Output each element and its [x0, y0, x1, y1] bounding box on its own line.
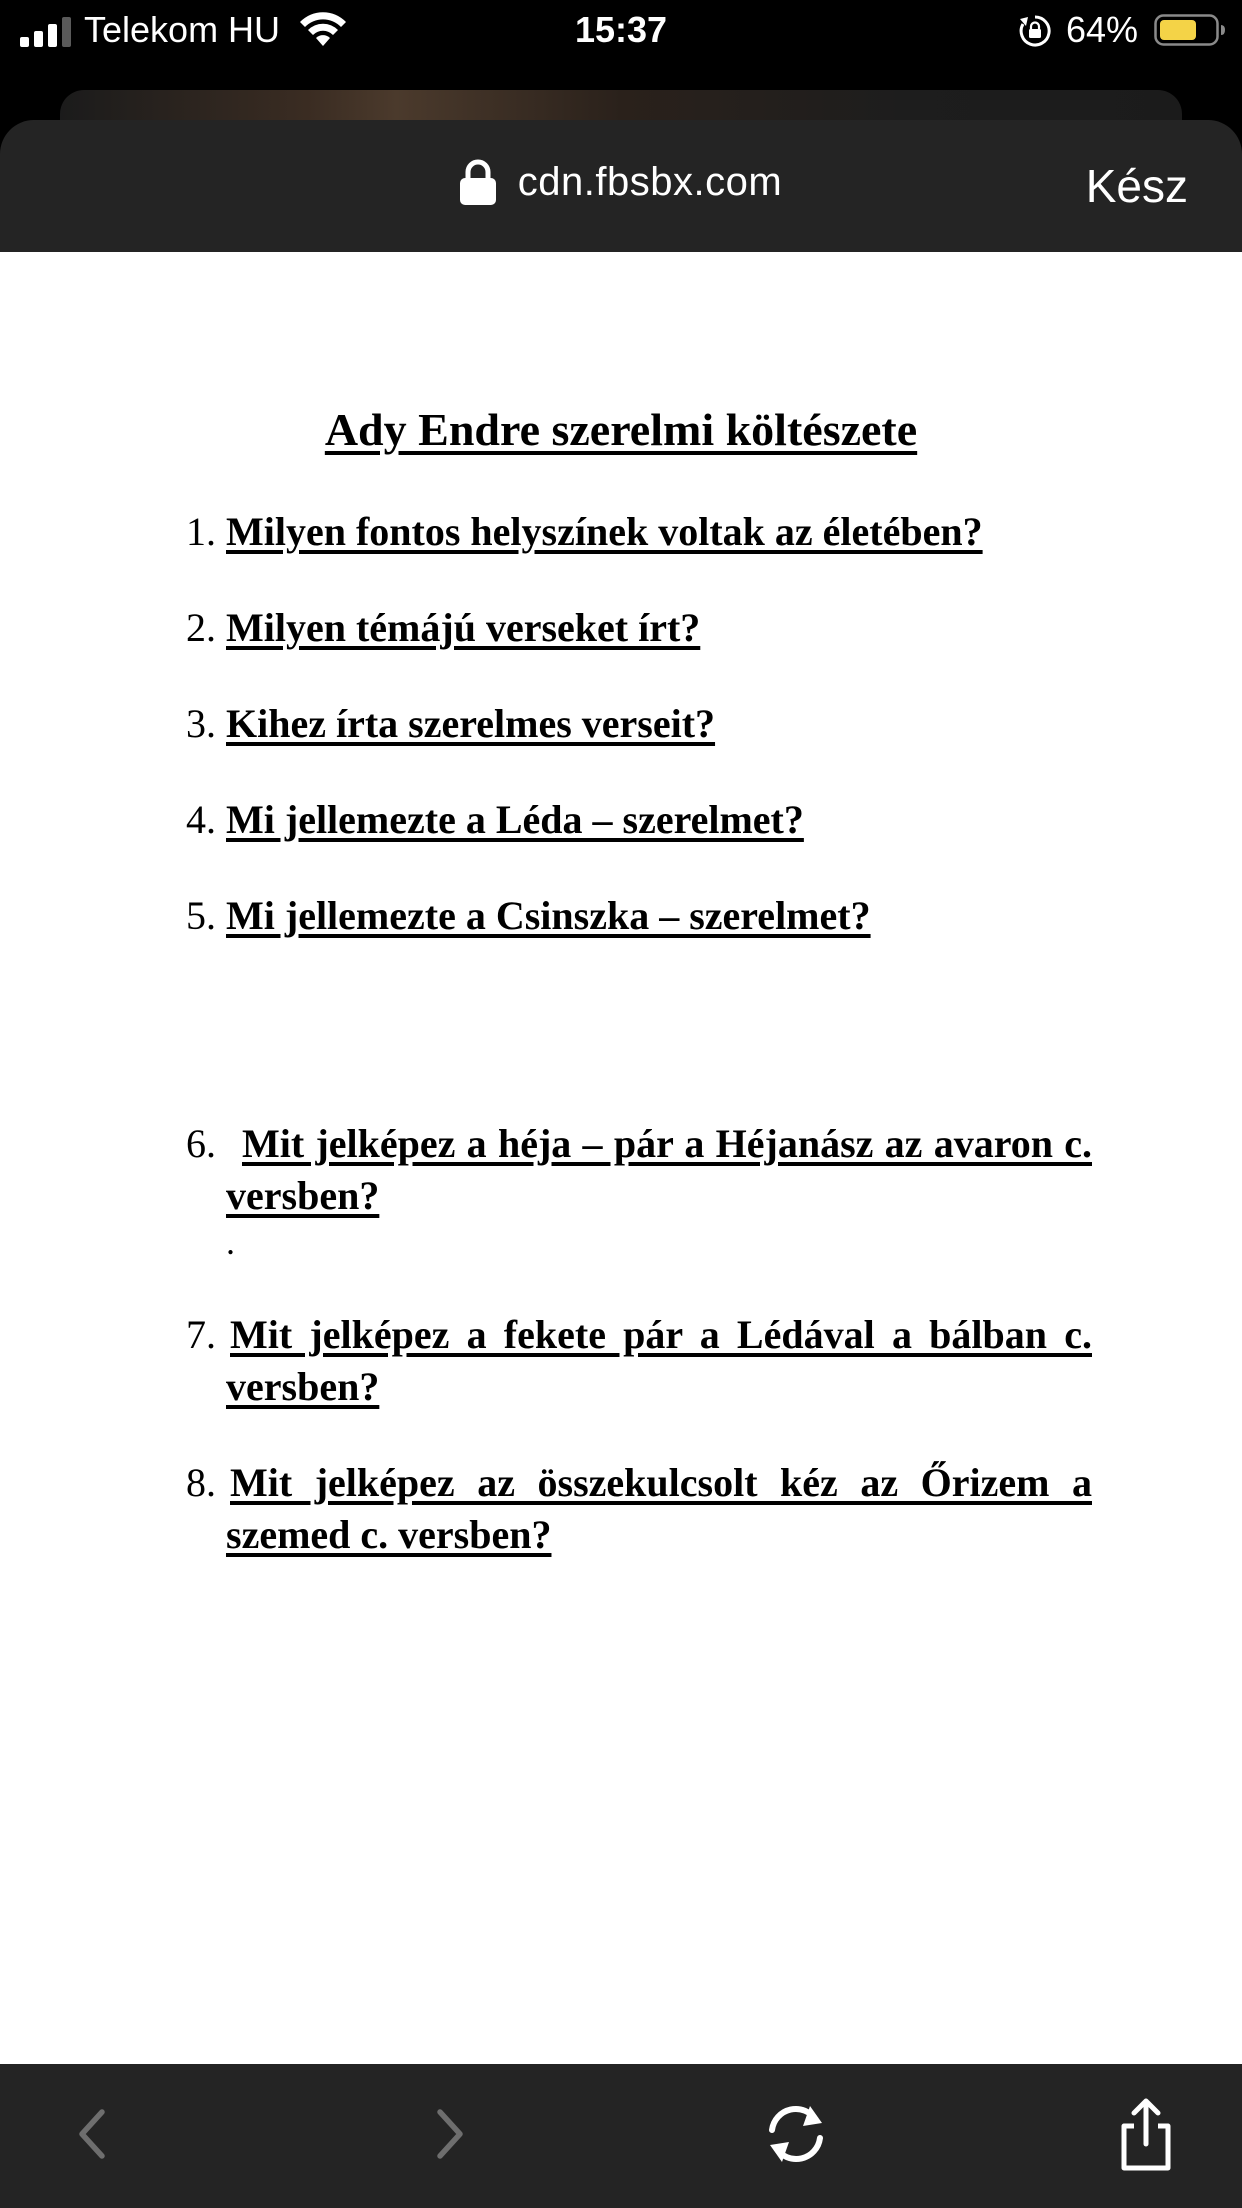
- question-number: 3.: [186, 701, 216, 746]
- question-number: 8.: [186, 1460, 216, 1505]
- carrier-name: Telekom HU: [84, 9, 281, 50]
- question-number: 7.: [186, 1312, 216, 1357]
- browser-header: [0, 120, 1242, 252]
- clock: 15:37: [574, 9, 668, 50]
- url-text: cdn.fbsbx.com: [517, 160, 783, 204]
- question-text: Mi jellemezte a Léda – szerelmet?: [226, 797, 804, 842]
- forward-button[interactable]: [410, 2096, 486, 2172]
- question-number: 2.: [186, 605, 216, 650]
- lock-icon: [460, 159, 496, 205]
- browser-toolbar: [0, 2064, 1242, 2208]
- question-item: [186, 1118, 1092, 1262]
- rotation-lock-icon: [1018, 14, 1052, 48]
- question-item: [186, 506, 1092, 558]
- question-text: Milyen fontos helyszínek voltak az életében?: [226, 509, 983, 554]
- question-item: [186, 698, 1092, 750]
- reload-icon: [758, 2096, 834, 2172]
- battery-percent: 64%: [1066, 9, 1139, 50]
- question-number: 4.: [186, 797, 216, 842]
- question-text: Kihez írta szerelmes verseit?: [226, 701, 716, 746]
- question-text: Mi jellemezte a Csinszka – szerelmet?: [226, 893, 871, 938]
- question-text: Mit jelképez a fekete pár a Lédával a bálban c. versben?: [226, 1312, 1092, 1409]
- question-item: [186, 1457, 1092, 1561]
- share-button[interactable]: [1108, 2096, 1184, 2172]
- forward-icon: [410, 2096, 486, 2172]
- stray-period: .: [226, 1222, 235, 1262]
- document-title: Ady Endre szerelmi költészete: [324, 404, 918, 455]
- status-bar: [0, 0, 1242, 90]
- question-item: [186, 1309, 1092, 1413]
- question-number: 6.: [186, 1121, 216, 1166]
- address-bar[interactable]: [0, 158, 1242, 210]
- share-icon: [1108, 2096, 1184, 2172]
- question-item: [186, 890, 1092, 942]
- question-text: Mit jelképez az összekulcsolt kéz az Őrizem a szemed c. versben?: [226, 1460, 1092, 1557]
- question-item: [186, 602, 1092, 654]
- back-button[interactable]: [56, 2096, 132, 2172]
- battery-icon: [1154, 14, 1226, 46]
- question-number: 5.: [186, 893, 216, 938]
- reload-button[interactable]: [758, 2096, 834, 2172]
- question-text: Mit jelképez a héja – pár a Héjanász az avaron c. versben?: [226, 1121, 1092, 1218]
- question-text: Milyen témájú verseket írt?: [226, 605, 701, 650]
- document-page: [0, 252, 1242, 2064]
- back-icon: [56, 2096, 132, 2172]
- done-button[interactable]: Kész: [1085, 160, 1188, 212]
- question-item: [186, 794, 1092, 846]
- question-number: 1.: [186, 509, 216, 554]
